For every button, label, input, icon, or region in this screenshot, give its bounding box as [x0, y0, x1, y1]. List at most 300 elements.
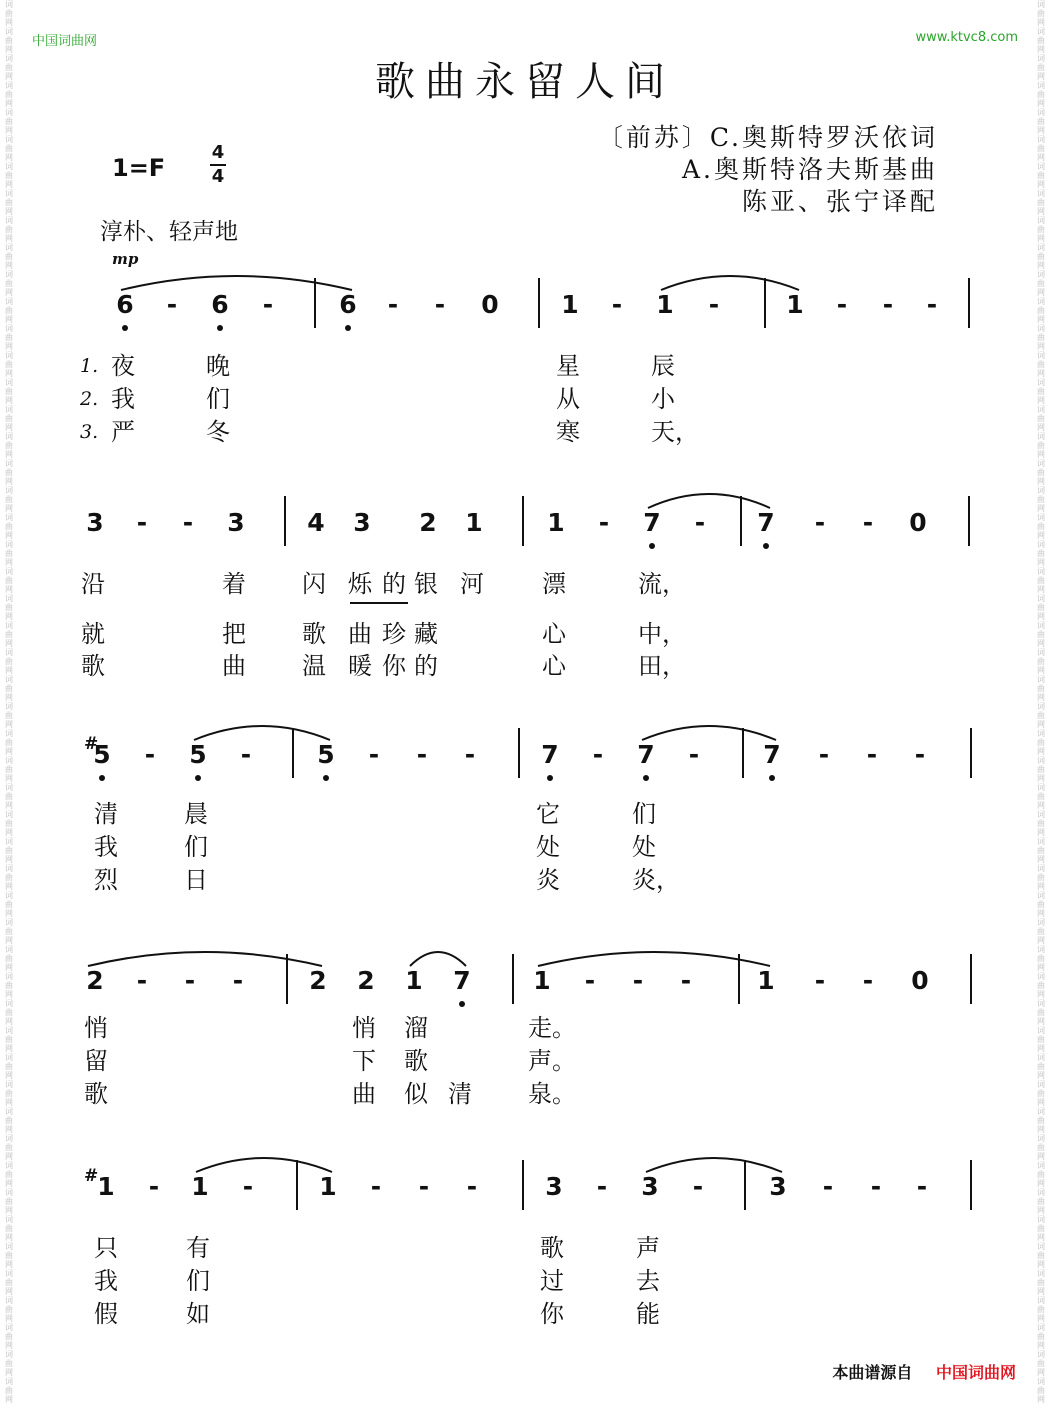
lyric-syllable: 寒: [556, 418, 580, 446]
note: 3: [353, 508, 371, 537]
lyric-syllable: 流，: [638, 570, 686, 598]
side-watermark-text: 词 曲 网: [1037, 729, 1045, 756]
bar-line: [968, 278, 970, 328]
lyric-syllable: 晚: [206, 352, 230, 380]
side-watermark-text: 词 曲 网: [5, 783, 13, 810]
side-watermark-text: 词 曲 网: [5, 324, 13, 351]
note: 1: [97, 1172, 115, 1201]
footer-source-link[interactable]: 中国词曲网: [935, 1363, 1016, 1382]
side-watermark-text: 词 曲 网: [1037, 891, 1045, 918]
lyric-syllable: 心: [542, 652, 566, 680]
duration-dash: -: [680, 966, 692, 995]
side-watermark-text: 词 曲 网: [5, 513, 13, 540]
song-title: 歌曲永留人间: [375, 59, 675, 105]
lyric-syllable: 天，: [651, 418, 699, 446]
lyric-syllable: 从: [556, 385, 580, 413]
side-watermark-text: 词 曲 网: [1037, 513, 1045, 540]
duration-dash: -: [916, 1172, 928, 1201]
octave-dot-below: [547, 775, 553, 781]
slur: [194, 726, 330, 740]
side-watermark-text: 词 曲 网: [1037, 648, 1045, 675]
side-watermark-text: 词 曲 网: [5, 27, 13, 54]
note: 1: [533, 966, 551, 995]
side-watermark-text: 词 曲 网: [5, 54, 13, 81]
side-watermark-text: 词 曲 网: [5, 135, 13, 162]
slur: [648, 494, 770, 508]
side-watermark-text: 词 曲 网: [1037, 864, 1045, 891]
lyric-syllable: 辰: [651, 352, 675, 380]
lyric-syllable: 你: [540, 1300, 564, 1328]
lyric-syllable: 曲: [222, 652, 246, 680]
duration-dash: -: [182, 508, 194, 537]
lyric-syllable: 就: [81, 620, 105, 648]
duration-dash: -: [144, 740, 156, 769]
side-watermark-text: 词 曲 网: [1037, 567, 1045, 594]
lyric-syllable: 声。: [528, 1047, 576, 1075]
side-watermark-text: 词 曲 网: [1037, 351, 1045, 378]
duration-dash: -: [708, 290, 720, 319]
side-watermark-text: 词 曲 网: [5, 108, 13, 135]
side-watermark-text: 词 曲 网: [5, 1350, 13, 1377]
note: 1: [786, 290, 804, 319]
side-watermark-text: 词 曲 网: [1037, 783, 1045, 810]
duration-dash: -: [914, 740, 926, 769]
side-watermark-text: 词 曲 网: [1037, 1377, 1045, 1404]
note: 7: [637, 740, 655, 769]
score-system: [0, 966, 1050, 1126]
side-watermark-text: 词 曲 网: [5, 837, 13, 864]
lyric-syllable: 炎: [536, 866, 560, 894]
score-system: [0, 734, 1050, 900]
duration-dash: -: [232, 966, 244, 995]
side-watermark-text: 词 曲 网: [1037, 1026, 1045, 1053]
lyric-syllable: 田，: [638, 652, 686, 680]
bar-line: [296, 1160, 298, 1210]
lyric-syllable: 我: [111, 385, 135, 413]
duration-dash: -: [387, 290, 399, 319]
side-watermark-text: 词 曲 网: [5, 486, 13, 513]
bar-line: [970, 728, 972, 778]
side-watermark-text: 词 曲 网: [1037, 1323, 1045, 1350]
lyric-syllable: 温: [302, 652, 326, 680]
verse-number: 2.: [80, 388, 99, 410]
duration-dash: -: [836, 290, 848, 319]
footer-source: [832, 1360, 1016, 1383]
side-watermark-text: 词 曲 网: [1037, 81, 1045, 108]
note: 5: [93, 740, 111, 769]
side-watermark-text: 词 曲 网: [1037, 297, 1045, 324]
side-watermark-text: 词 曲 网: [5, 1134, 13, 1161]
lyric-syllable: 悄: [352, 1014, 376, 1042]
lyric-syllable: 们: [632, 800, 656, 828]
slur: [196, 1158, 332, 1172]
note: 1: [405, 966, 423, 995]
note: 7: [541, 740, 559, 769]
dynamic-marking: mp: [112, 250, 139, 268]
note: 1: [561, 290, 579, 319]
lyric-syllable: 清: [94, 800, 118, 828]
side-watermark-text: 词 曲 网: [1037, 594, 1045, 621]
bar-line: [518, 728, 520, 778]
side-watermark-text: 词 曲 网: [1037, 378, 1045, 405]
lyric-syllable: 们: [184, 833, 208, 861]
lyric-syllable: 悄: [84, 1014, 108, 1042]
note: 1: [319, 1172, 337, 1201]
time-signature-top: 4: [211, 142, 225, 163]
lyric-syllable: 只: [94, 1234, 118, 1262]
lyric-syllable: 小: [651, 385, 675, 413]
duration-dash: -: [584, 966, 596, 995]
side-watermark-text: 词 曲 网: [5, 972, 13, 999]
bar-line: [522, 496, 524, 546]
side-watermark-text: 词 曲 网: [1037, 324, 1045, 351]
site-url-link[interactable]: www.ktvc8.com: [915, 30, 1018, 45]
duration-dash: -: [418, 1172, 430, 1201]
note: 3: [769, 1172, 787, 1201]
bar-line: [314, 278, 316, 328]
duration-dash: -: [592, 740, 604, 769]
side-watermark-text: 词 曲 网: [5, 378, 13, 405]
side-watermark-text: 词 曲 网: [5, 702, 13, 729]
side-watermark-text: 词 曲 网: [5, 1161, 13, 1188]
note: 6: [211, 290, 229, 319]
site-name-link[interactable]: 中国词曲网: [32, 34, 98, 49]
octave-dot-below: [459, 1001, 465, 1007]
lyric-syllable: 心: [542, 620, 566, 648]
side-watermark-text: 词 曲 网: [5, 162, 13, 189]
slur: [661, 276, 799, 290]
side-watermark-text: 词 曲 网: [5, 216, 13, 243]
duration-dash: -: [818, 740, 830, 769]
side-watermark-text: 词 曲 网: [5, 1053, 13, 1080]
side-watermark-text: 词 曲 网: [5, 918, 13, 945]
side-watermark-text: 词 曲 网: [5, 1323, 13, 1350]
lyric-syllable: 清: [448, 1080, 472, 1108]
side-watermark-text: 词 曲 网: [5, 1080, 13, 1107]
bar-line: [512, 954, 514, 1004]
lyric-syllable: 日: [184, 866, 208, 894]
note: 6: [116, 290, 134, 319]
side-watermark-text: 词 曲 网: [1037, 675, 1045, 702]
note: 0: [909, 508, 927, 537]
side-watermark-text: 词 曲 网: [1037, 27, 1045, 54]
octave-dot-below: [323, 775, 329, 781]
side-watermark-text: 词 曲 网: [5, 405, 13, 432]
octave-dot-below: [643, 775, 649, 781]
note: 7: [643, 508, 661, 537]
duration-dash: -: [148, 1172, 160, 1201]
side-watermark-text: 词 曲 网: [5, 243, 13, 270]
side-watermark-text: 词 曲 网: [5, 0, 13, 27]
lyric-syllable: 烁: [348, 570, 372, 598]
note: 7: [763, 740, 781, 769]
duration-dash: -: [262, 290, 274, 319]
side-watermark-text: 词 曲 网: [5, 297, 13, 324]
lyric-syllable: 的: [382, 570, 406, 598]
side-watermark-text: 词 曲 网: [5, 1269, 13, 1296]
lyric-syllable: 你: [382, 652, 406, 680]
side-watermark-text: 词 曲 网: [1037, 1296, 1045, 1323]
side-watermark-text: 词 曲 网: [5, 1377, 13, 1404]
lyric-syllable: 声: [636, 1234, 660, 1262]
duration-dash: -: [882, 290, 894, 319]
side-watermark-text: 词 曲 网: [1037, 540, 1045, 567]
side-watermark-text: 词 曲 网: [5, 81, 13, 108]
composer-credit: A.奥斯特洛夫斯基曲: [681, 155, 938, 184]
duration-dash: -: [596, 1172, 608, 1201]
lyric-syllable: 歌: [540, 1234, 564, 1262]
lyric-syllable: 们: [206, 385, 230, 413]
lyric-syllable: 们: [186, 1267, 210, 1295]
duration-dash: -: [166, 290, 178, 319]
side-watermark-text: 词 曲 网: [5, 891, 13, 918]
lyric-melisma-underline: [350, 602, 408, 604]
octave-dot-below: [345, 325, 351, 331]
bar-line: [764, 278, 766, 328]
lyric-syllable: 河: [460, 570, 484, 598]
octave-dot-below: [763, 543, 769, 549]
bar-line: [740, 496, 742, 546]
side-watermark-text: 词 曲 网: [1037, 918, 1045, 945]
lyric-syllable: 的: [414, 652, 438, 680]
note: 3: [641, 1172, 659, 1201]
bar-line: [744, 1160, 746, 1210]
lyric-syllable: 中，: [638, 620, 686, 648]
side-watermark-text: 词 曲 网: [1037, 189, 1045, 216]
score-system: [0, 1166, 1050, 1332]
lyric-syllable: 处: [632, 833, 656, 861]
note: 2: [86, 966, 104, 995]
side-watermark-text: 词 曲 网: [1037, 1080, 1045, 1107]
verse-number: 3.: [80, 421, 99, 443]
score-system: [0, 290, 1050, 450]
note: 6: [339, 290, 357, 319]
lyric-syllable: 歌: [302, 620, 326, 648]
side-watermark-text: 词 曲 网: [5, 864, 13, 891]
duration-dash: -: [822, 1172, 834, 1201]
bar-line: [286, 954, 288, 1004]
lyric-syllable: 闪: [302, 570, 326, 598]
lyric-syllable: 留: [84, 1047, 108, 1075]
side-watermark-text: 词 曲 网: [1037, 270, 1045, 297]
side-watermark-text: 词 曲 网: [1037, 216, 1045, 243]
side-watermark-text: 词 曲 网: [5, 1215, 13, 1242]
slur: [642, 726, 776, 740]
side-watermark-text: 词 曲 网: [1037, 1053, 1045, 1080]
duration-dash: -: [688, 740, 700, 769]
duration-dash: -: [136, 966, 148, 995]
side-watermark-text: 词 曲 网: [1037, 1161, 1045, 1188]
duration-dash: -: [598, 508, 610, 537]
note: 4: [307, 508, 325, 537]
side-watermark-text: 词 曲 网: [1037, 1350, 1045, 1377]
bar-line: [970, 954, 972, 1004]
duration-dash: -: [862, 508, 874, 537]
time-signature: [208, 142, 228, 188]
note: 0: [911, 966, 929, 995]
side-watermark-text: 词 曲 网: [5, 540, 13, 567]
bar-line: [284, 496, 286, 546]
side-watermark-text: 词 曲 网: [5, 945, 13, 972]
tempo-marking: 淳朴、轻声地: [100, 219, 238, 245]
duration-dash: -: [184, 966, 196, 995]
lyric-syllable: 曲: [348, 620, 372, 648]
side-watermark-text: 词 曲 网: [5, 621, 13, 648]
octave-dot-below: [649, 543, 655, 549]
slur: [646, 1158, 782, 1172]
duration-dash: -: [694, 508, 706, 537]
lyric-syllable: 我: [94, 833, 118, 861]
side-watermark-text: 词 曲 网: [1037, 1242, 1045, 1269]
lyric-syllable: 夜: [111, 352, 135, 380]
side-watermark-text: 词 曲 网: [5, 729, 13, 756]
note: 7: [757, 508, 775, 537]
footer-source-label: 本曲谱源自: [832, 1363, 913, 1382]
duration-dash: -: [862, 966, 874, 995]
lyric-syllable: 漂: [542, 570, 566, 598]
duration-dash: -: [434, 290, 446, 319]
bar-line: [738, 954, 740, 1004]
side-watermark-text: 词 曲 网: [5, 675, 13, 702]
side-watermark-text: 词 曲 网: [1037, 810, 1045, 837]
side-watermark-text: 词 曲 网: [5, 1296, 13, 1323]
side-watermark-text: 词 曲 网: [1037, 837, 1045, 864]
note: 2: [309, 966, 327, 995]
lyric-syllable: 把: [222, 620, 246, 648]
side-watermark-text: 词 曲 网: [1037, 405, 1045, 432]
note: 1: [757, 966, 775, 995]
bar-line: [968, 496, 970, 546]
lyric-syllable: 有: [186, 1234, 210, 1262]
octave-dot-below: [122, 325, 128, 331]
lyric-syllable: 沿: [81, 570, 105, 598]
lyric-syllable: 假: [94, 1300, 118, 1328]
lyric-syllable: 我: [94, 1267, 118, 1295]
octave-dot-below: [99, 775, 105, 781]
duration-dash: -: [240, 740, 252, 769]
lyric-syllable: 如: [186, 1300, 210, 1328]
duration-dash: -: [692, 1172, 704, 1201]
note: 1: [547, 508, 565, 537]
slur: [121, 276, 352, 290]
side-watermark-text: 词 曲 网: [1037, 162, 1045, 189]
key-signature: 1=F: [112, 154, 166, 182]
lyric-syllable: 它: [536, 800, 560, 828]
side-watermark-text: 词 曲 网: [5, 351, 13, 378]
lyric-syllable: 冬: [206, 418, 230, 446]
note: 0: [481, 290, 499, 319]
side-watermark-text: 词 曲 网: [5, 648, 13, 675]
lyric-syllable: 歌: [84, 1080, 108, 1108]
note: 5: [189, 740, 207, 769]
side-watermark-text: 词 曲 网: [1037, 1215, 1045, 1242]
side-watermark-text: 词 曲 网: [5, 1026, 13, 1053]
side-watermark-text: 词 曲 网: [1037, 432, 1045, 459]
duration-dash: -: [242, 1172, 254, 1201]
slur: [410, 952, 466, 966]
slur: [538, 952, 770, 966]
sharp-sign: #: [84, 1166, 99, 1186]
duration-dash: -: [866, 740, 878, 769]
lyric-syllable: 星: [556, 352, 580, 380]
side-watermark-text: 词 曲 网: [1037, 243, 1045, 270]
side-watermark-text: 词 曲 网: [1037, 1269, 1045, 1296]
bar-line: [742, 728, 744, 778]
lyric-syllable: 溜: [404, 1014, 428, 1042]
side-watermark-text: 词 曲 网: [5, 594, 13, 621]
note: 1: [656, 290, 674, 319]
note: 3: [545, 1172, 563, 1201]
side-watermark-text: 词 曲 网: [1037, 135, 1045, 162]
side-watermark-text: 词 曲 网: [5, 459, 13, 486]
duration-dash: -: [370, 1172, 382, 1201]
bar-line: [292, 728, 294, 778]
side-watermark-text: 词 曲 网: [1037, 1188, 1045, 1215]
duration-dash: -: [466, 1172, 478, 1201]
octave-dot-below: [195, 775, 201, 781]
side-watermark-text: 词 曲 网: [5, 1107, 13, 1134]
note: 3: [86, 508, 104, 537]
side-watermark-text: 词 曲 网: [5, 1242, 13, 1269]
duration-dash: -: [368, 740, 380, 769]
bar-line: [970, 1160, 972, 1210]
duration-dash: -: [814, 966, 826, 995]
lyric-syllable: 晨: [184, 800, 208, 828]
side-watermark-text: 词 曲 网: [1037, 999, 1045, 1026]
duration-dash: -: [926, 290, 938, 319]
duration-dash: -: [136, 508, 148, 537]
side-watermark-text: 词 曲 网: [5, 1188, 13, 1215]
lyric-syllable: 去: [636, 1267, 660, 1295]
side-watermark-text: 词 曲 网: [5, 999, 13, 1026]
bar-line: [522, 1160, 524, 1210]
lyric-syllable: 着: [222, 570, 246, 598]
duration-dash: -: [464, 740, 476, 769]
duration-dash: -: [611, 290, 623, 319]
side-watermark-text: 词 曲 网: [1037, 459, 1045, 486]
side-watermark-text: 词 曲 网: [5, 432, 13, 459]
note: 3: [227, 508, 245, 537]
lyric-syllable: 银: [414, 570, 438, 598]
lyric-syllable: 处: [536, 833, 560, 861]
side-watermark-text: 词 曲 网: [5, 756, 13, 783]
note: 1: [191, 1172, 209, 1201]
lyric-syllable: 过: [540, 1267, 564, 1295]
side-watermark-text: 词 曲 网: [1037, 756, 1045, 783]
lyric-syllable: 曲: [352, 1080, 376, 1108]
side-watermark-text: 词 曲 网: [1037, 486, 1045, 513]
lyric-syllable: 藏: [414, 620, 438, 648]
lyric-syllable: 能: [636, 1300, 660, 1328]
side-watermark-text: 词 曲 网: [5, 810, 13, 837]
lyric-syllable: 烈: [94, 866, 118, 894]
lyric-syllable: 珍: [382, 620, 406, 648]
duration-dash: -: [814, 508, 826, 537]
side-watermark-text: 词 曲 网: [5, 189, 13, 216]
note: 1: [465, 508, 483, 537]
lyric-syllable: 歌: [81, 652, 105, 680]
side-watermark-text: 词 曲 网: [1037, 702, 1045, 729]
duration-dash: -: [870, 1172, 882, 1201]
lyricist-credit: 〔前苏〕C.奥斯特罗沃依词: [597, 123, 938, 152]
side-watermark-text: 词 曲 网: [5, 270, 13, 297]
side-watermark-text: 词 曲 网: [1037, 108, 1045, 135]
side-watermark-text: 词 曲 网: [1037, 54, 1045, 81]
translator-credit: 陈亚、张宁译配: [741, 187, 938, 216]
note: 2: [419, 508, 437, 537]
side-watermark-text: 词 曲 网: [1037, 621, 1045, 648]
side-watermark-text: 词 曲 网: [1037, 945, 1045, 972]
